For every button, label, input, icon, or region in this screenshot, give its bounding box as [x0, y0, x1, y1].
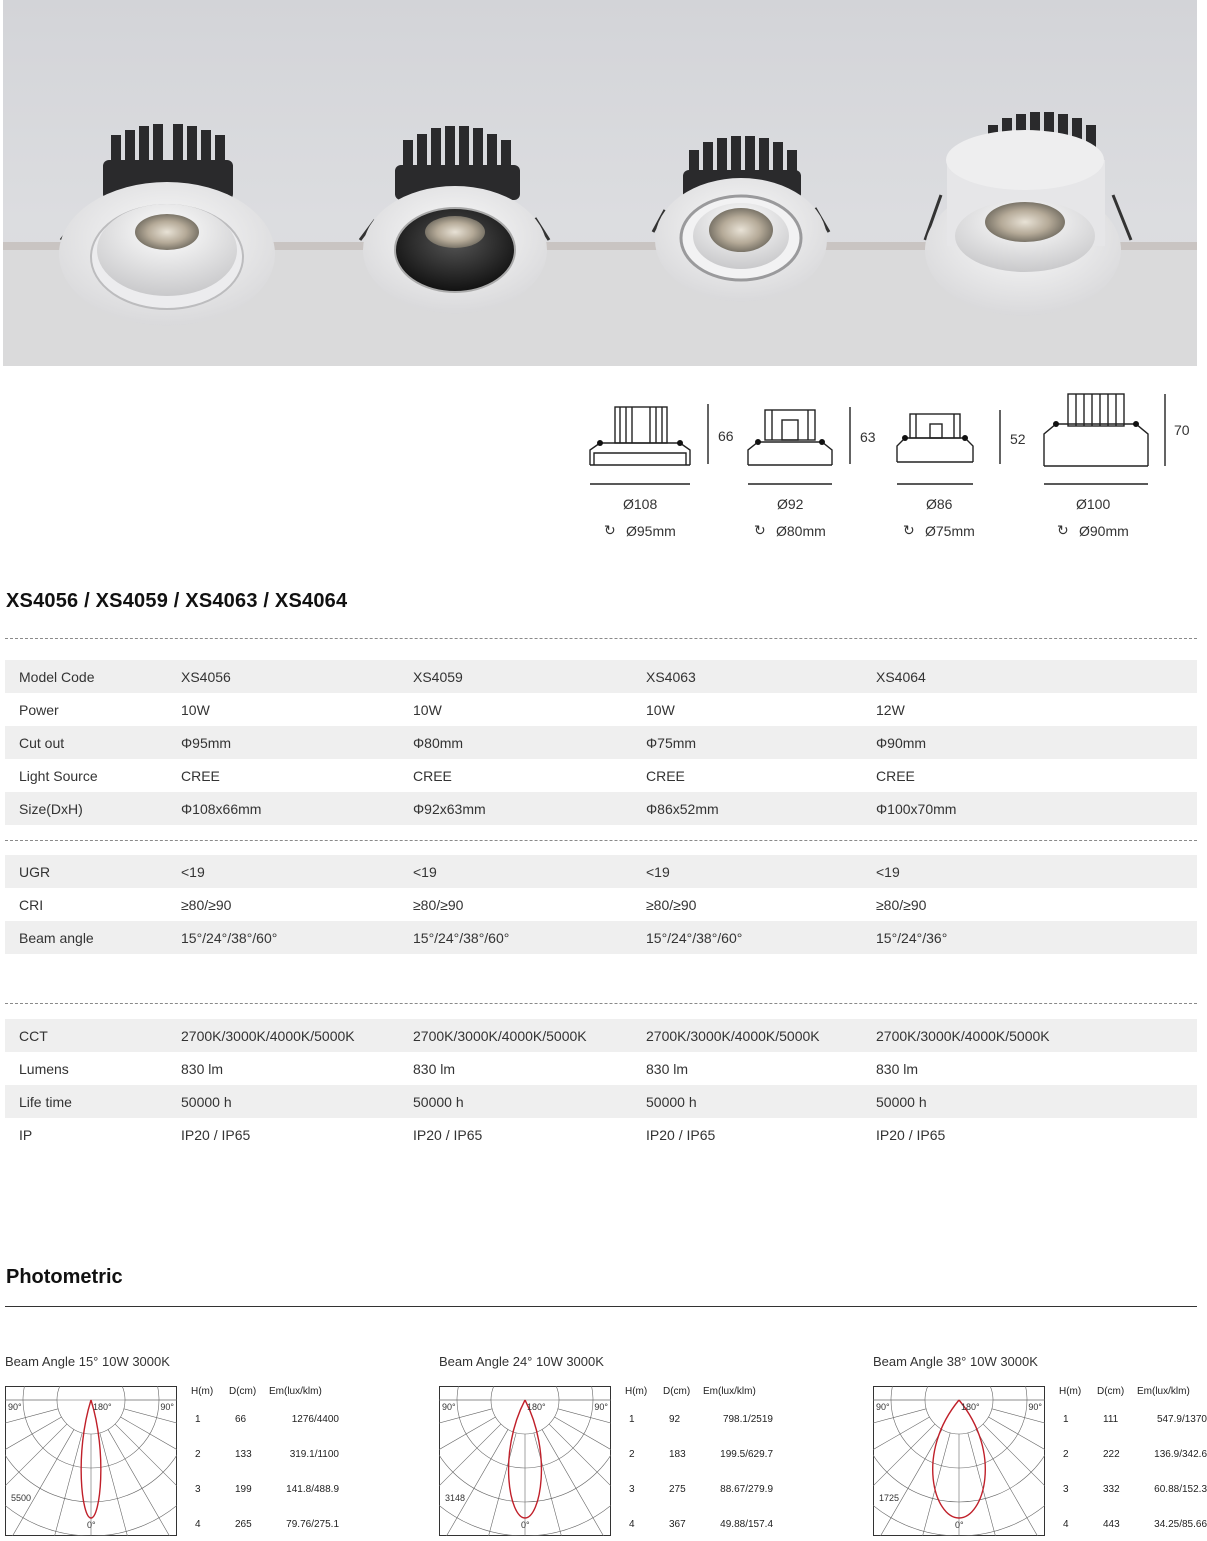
spec-value: IP20 / IP65 [876, 1126, 946, 1143]
divider [5, 638, 1197, 639]
table-cell: 2 [629, 1449, 635, 1460]
table-cell: 66 [235, 1414, 247, 1425]
spec-value: ≥80/≥90 [413, 896, 464, 913]
spec-value: XS4056 [181, 660, 413, 693]
table-cell: 319.1/1100 [289, 1449, 339, 1460]
table-cell: 60.88/152.3 [1154, 1484, 1207, 1495]
spec-value: 2700K/3000K/4000K/5000K [876, 1019, 1197, 1052]
beam-caption: Beam Angle 15° 10W 3000K [5, 1354, 170, 1369]
table-cell: 136.9/342.6 [1154, 1449, 1207, 1460]
spec-row [5, 759, 1197, 792]
photometric-block [439, 1354, 773, 1541]
cutout-icon: ↻ [903, 522, 915, 538]
table-cell: 2 [1063, 1449, 1069, 1460]
spec-value: XS4063 [646, 660, 876, 693]
cutout-label-2: Ø80mm [776, 523, 826, 539]
angle-label-top: 180° [961, 1402, 980, 1412]
spec-value: <19 [413, 855, 646, 888]
angle-label-left: 90° [876, 1402, 890, 1412]
spec-value: XS4064 [876, 660, 1197, 693]
table-cell: 4 [629, 1519, 635, 1530]
spec-table-lighting [5, 1019, 1197, 1151]
spec-row [5, 792, 1197, 825]
spec-label: UGR [5, 855, 181, 888]
height-label-3: 52 [1010, 431, 1026, 447]
table-cell: 2 [195, 1449, 201, 1460]
cutout-label-1: Ø95mm [626, 523, 676, 539]
table-cell: 92 [669, 1414, 681, 1425]
diameter-label-3: Ø86 [926, 496, 953, 512]
table-cell: 79.76/275.1 [286, 1519, 339, 1530]
spec-value: 50000 h [876, 1085, 1197, 1118]
table-cell: 199 [235, 1484, 252, 1495]
cutout-icon: ↻ [1057, 522, 1069, 538]
product-photo-drawing [3, 0, 1197, 366]
divider [5, 1003, 1197, 1004]
spec-value: 50000 h [181, 1085, 413, 1118]
spec-value: IP20 / IP65 [181, 1126, 251, 1143]
spec-value: CREE [181, 767, 220, 784]
spec-value: 50000 h [413, 1085, 646, 1118]
photometric-heading: Photometric [6, 1266, 123, 1288]
table-cell: 3 [195, 1484, 201, 1495]
spec-row [5, 1118, 1197, 1151]
polar-diagram [873, 1386, 1045, 1536]
angle-label-left: 90° [8, 1402, 22, 1412]
polar-diagram [5, 1386, 177, 1536]
cutout-label-3: Ø75mm [925, 523, 975, 539]
spec-value: 830 lm [876, 1060, 919, 1077]
product-title: XS4056 / XS4059 / XS4063 / XS4064 [6, 590, 348, 612]
spec-value: Φ80mm [413, 726, 646, 759]
spec-value: 12W [876, 701, 905, 718]
height-label-4: 70 [1174, 422, 1190, 438]
spec-label: CCT [5, 1019, 181, 1052]
angle-label-bottom: 0° [955, 1520, 964, 1530]
dimension-lines [560, 380, 1200, 480]
spec-value: 10W [181, 701, 210, 718]
table-cell: 141.8/488.9 [286, 1484, 339, 1495]
table-cell: 798.1/2519 [722, 1414, 773, 1425]
product-photo [3, 0, 1197, 366]
cutout-icon: ↻ [604, 522, 616, 538]
table-cell: 49.88/157.4 [720, 1519, 773, 1530]
height-label-2: 63 [860, 429, 876, 445]
table-header: Em(lux/klm) [703, 1386, 756, 1397]
divider [5, 840, 1197, 841]
spec-label: Cut out [5, 726, 181, 759]
table-cell: 34.25/85.66 [1154, 1519, 1207, 1530]
spec-value: 15°/24°/36° [876, 921, 1197, 954]
intensity-scale: 1725 [879, 1493, 900, 1503]
spec-value: ≥80/≥90 [181, 896, 232, 913]
spec-value: 50000 h [646, 1085, 876, 1118]
spec-row [5, 1085, 1197, 1118]
spec-table-basic [5, 660, 1197, 825]
spec-label: Light Source [19, 767, 98, 784]
spec-value: <19 [646, 855, 876, 888]
cutout-label-4: Ø90mm [1079, 523, 1129, 539]
downlight-xs4063 [653, 136, 829, 302]
intensity-scale: 3148 [445, 1493, 466, 1503]
spec-row [5, 888, 1197, 921]
spec-value: ≥80/≥90 [876, 896, 927, 913]
table-header: D(cm) [229, 1386, 257, 1397]
spec-value: 2700K/3000K/4000K/5000K [646, 1019, 876, 1052]
dimension-drawings [560, 380, 1200, 550]
angle-label-bottom: 0° [87, 1520, 96, 1530]
spec-value: CREE [646, 767, 685, 784]
table-cell: 1 [195, 1414, 201, 1425]
angle-label-top: 180° [93, 1402, 112, 1412]
spec-label: Power [19, 701, 59, 718]
spec-value: Φ86x52mm [646, 792, 876, 825]
spec-value: Φ75mm [646, 726, 876, 759]
table-cell: 3 [629, 1484, 635, 1495]
spec-value: 15°/24°/38°/60° [646, 921, 876, 954]
spec-label: Lumens [19, 1060, 69, 1077]
angle-label-right: 90° [594, 1402, 608, 1412]
spec-row [5, 726, 1197, 759]
angle-label-right: 90° [1028, 1402, 1042, 1412]
spec-row [5, 855, 1197, 888]
spec-value: 830 lm [646, 1060, 689, 1077]
table-cell: 133 [235, 1449, 252, 1460]
spec-value: 15°/24°/38°/60° [413, 921, 646, 954]
spec-value: <19 [181, 855, 413, 888]
diameter-label-2: Ø92 [777, 496, 804, 512]
diameter-label-1: Ø108 [623, 496, 658, 512]
spec-value: 15°/24°/38°/60° [181, 921, 413, 954]
spec-row [5, 921, 1197, 954]
spec-label: Model Code [5, 660, 181, 693]
spec-table-optical [5, 855, 1197, 954]
spec-value: CREE [876, 767, 915, 784]
spec-value: 2700K/3000K/4000K/5000K [413, 1019, 646, 1052]
spec-value: Φ90mm [876, 726, 1197, 759]
spec-value: Φ95mm [181, 726, 413, 759]
table-cell: 1276/4400 [291, 1414, 339, 1425]
downlight-xs4056 [59, 124, 275, 326]
downlight-xs4059 [360, 126, 549, 314]
angle-label-left: 90° [442, 1402, 456, 1412]
table-cell: 199.5/629.7 [720, 1449, 773, 1460]
table-header: H(m) [191, 1386, 214, 1397]
spec-label: Size(DxH) [5, 792, 181, 825]
table-cell: 222 [1103, 1449, 1120, 1460]
spec-row [5, 1019, 1197, 1052]
diameter-label-4: Ø100 [1076, 496, 1111, 512]
spec-value: 830 lm [181, 1060, 224, 1077]
table-cell: 111 [1103, 1414, 1119, 1425]
table-cell: 183 [669, 1449, 686, 1460]
table-cell: 547.9/1370 [1156, 1414, 1207, 1425]
table-cell: 332 [1103, 1484, 1120, 1495]
table-cell: 265 [235, 1519, 252, 1530]
table-header: D(cm) [663, 1386, 691, 1397]
table-cell: 3 [1063, 1484, 1069, 1495]
spec-label: CRI [19, 896, 44, 913]
table-header: Em(lux/klm) [1137, 1386, 1190, 1397]
spec-value: 2700K/3000K/4000K/5000K [181, 1019, 413, 1052]
spec-value: IP20 / IP65 [646, 1126, 716, 1143]
beam-caption: Beam Angle 24° 10W 3000K [439, 1354, 604, 1369]
spec-value: 10W [413, 701, 442, 718]
downlight-xs4064 [925, 112, 1131, 316]
spec-row [5, 1052, 1197, 1085]
photometric-block [5, 1354, 339, 1541]
table-cell: 367 [669, 1519, 686, 1530]
spec-value: Φ108x66mm [181, 792, 413, 825]
spec-label: IP [19, 1126, 33, 1143]
table-cell: 4 [1063, 1519, 1069, 1530]
spec-row [5, 660, 1197, 693]
cutout-icon: ↻ [754, 522, 766, 538]
table-header: H(m) [625, 1386, 648, 1397]
spec-label: Beam angle [5, 921, 181, 954]
spec-value: ≥80/≥90 [646, 896, 697, 913]
spec-value: IP20 / IP65 [413, 1126, 483, 1143]
table-header: H(m) [1059, 1386, 1082, 1397]
spec-value: Φ100x70mm [876, 792, 1197, 825]
spec-value: XS4059 [413, 660, 646, 693]
angle-label-top: 180° [527, 1402, 546, 1412]
height-label-1: 66 [718, 428, 734, 444]
spec-label: Life time [5, 1085, 181, 1118]
spec-row [5, 693, 1197, 726]
beam-caption: Beam Angle 38° 10W 3000K [873, 1354, 1038, 1369]
spec-value: 10W [646, 701, 675, 718]
table-cell: 4 [195, 1519, 201, 1530]
polar-diagram [439, 1386, 611, 1536]
spec-value: CREE [413, 767, 452, 784]
angle-label-bottom: 0° [521, 1520, 530, 1530]
spec-value: <19 [876, 855, 1197, 888]
heading-rule [5, 1306, 1197, 1307]
table-header: D(cm) [1097, 1386, 1125, 1397]
table-cell: 1 [629, 1414, 635, 1425]
angle-label-right: 90° [160, 1402, 174, 1412]
spec-value: 830 lm [413, 1060, 456, 1077]
table-cell: 1 [1063, 1414, 1069, 1425]
intensity-scale: 5500 [11, 1493, 32, 1503]
table-header: Em(lux/klm) [269, 1386, 322, 1397]
table-cell: 443 [1103, 1519, 1120, 1530]
table-cell: 275 [669, 1484, 686, 1495]
spec-value: Φ92x63mm [413, 792, 646, 825]
table-cell: 88.67/279.9 [720, 1484, 773, 1495]
photometric-block [873, 1354, 1207, 1541]
